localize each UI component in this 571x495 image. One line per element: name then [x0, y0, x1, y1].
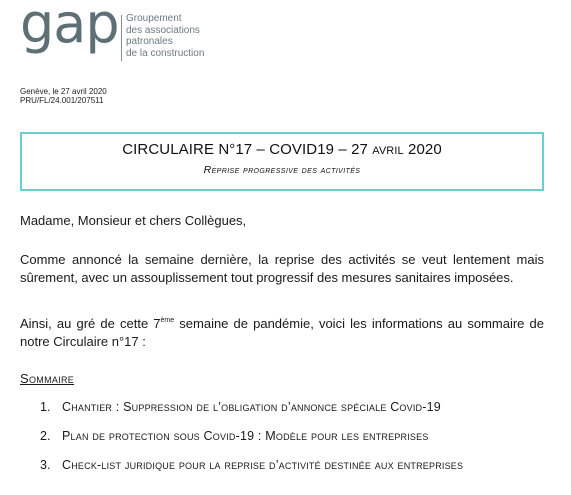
logo-divider [121, 15, 122, 61]
sommaire-item-text: Plan de protection sous Covid-19 : Modèle pour les entreprises [62, 429, 429, 443]
sommaire-item-text: Chantier : Suppression de l’obligation d’annonce spéciale Covid-19 [62, 400, 441, 414]
sommaire-item-text: Check-list juridique pour la reprise d’activité destinée aux entreprises [62, 458, 464, 472]
sommaire-item [40, 429, 550, 458]
logo-text-line: de la construction [126, 47, 205, 59]
sommaire-item-number: 2. [40, 429, 51, 443]
logo-mark: gap [20, 0, 119, 55]
title-year: 2020 [403, 141, 442, 158]
sommaire-item [40, 458, 550, 487]
paragraph-intro: Comme annoncé la semaine dernière, la reprise des activités se veut lentement mais sûrement, avec un assouplissement tout progressif des mesures sanitaires imposées. [20, 252, 544, 285]
logo-text-line: Groupement [126, 13, 182, 24]
title-month: avril [372, 141, 404, 158]
sommaire-item-number: 3. [40, 458, 51, 472]
sommaire-item [40, 400, 550, 429]
logo-text-line: des associations [126, 24, 200, 36]
greeting: Madame, Monsieur et chers Collègues, [20, 213, 247, 228]
reference-number: PRU/FL/24.001/207511 [20, 96, 104, 105]
circular-title [22, 141, 542, 158]
document-meta [20, 87, 107, 105]
ordinal-superscript: ème [160, 317, 175, 324]
sommaire-item-number: 1. [40, 400, 51, 414]
logo-organization-name [126, 13, 236, 59]
sommaire-heading: Sommaire [20, 371, 75, 386]
paragraph-text: semaine de pandémie, voici les informations au sommaire de notre Circulaire n°17 : [20, 316, 544, 349]
title-prefix: CIRCULAIRE N°17 – COVID19 – 27 [122, 141, 373, 158]
title-box [20, 132, 544, 191]
paragraph-summary-intro [20, 315, 544, 350]
circular-subtitle: Reprise progressive des activités [203, 164, 361, 176]
sommaire-list [40, 400, 550, 487]
place-date: Genève, le 27 avril 2020 [20, 87, 107, 96]
logo-text-line: patronales [126, 36, 173, 47]
paragraph-text: Ainsi, au gré de cette 7 [20, 316, 161, 331]
